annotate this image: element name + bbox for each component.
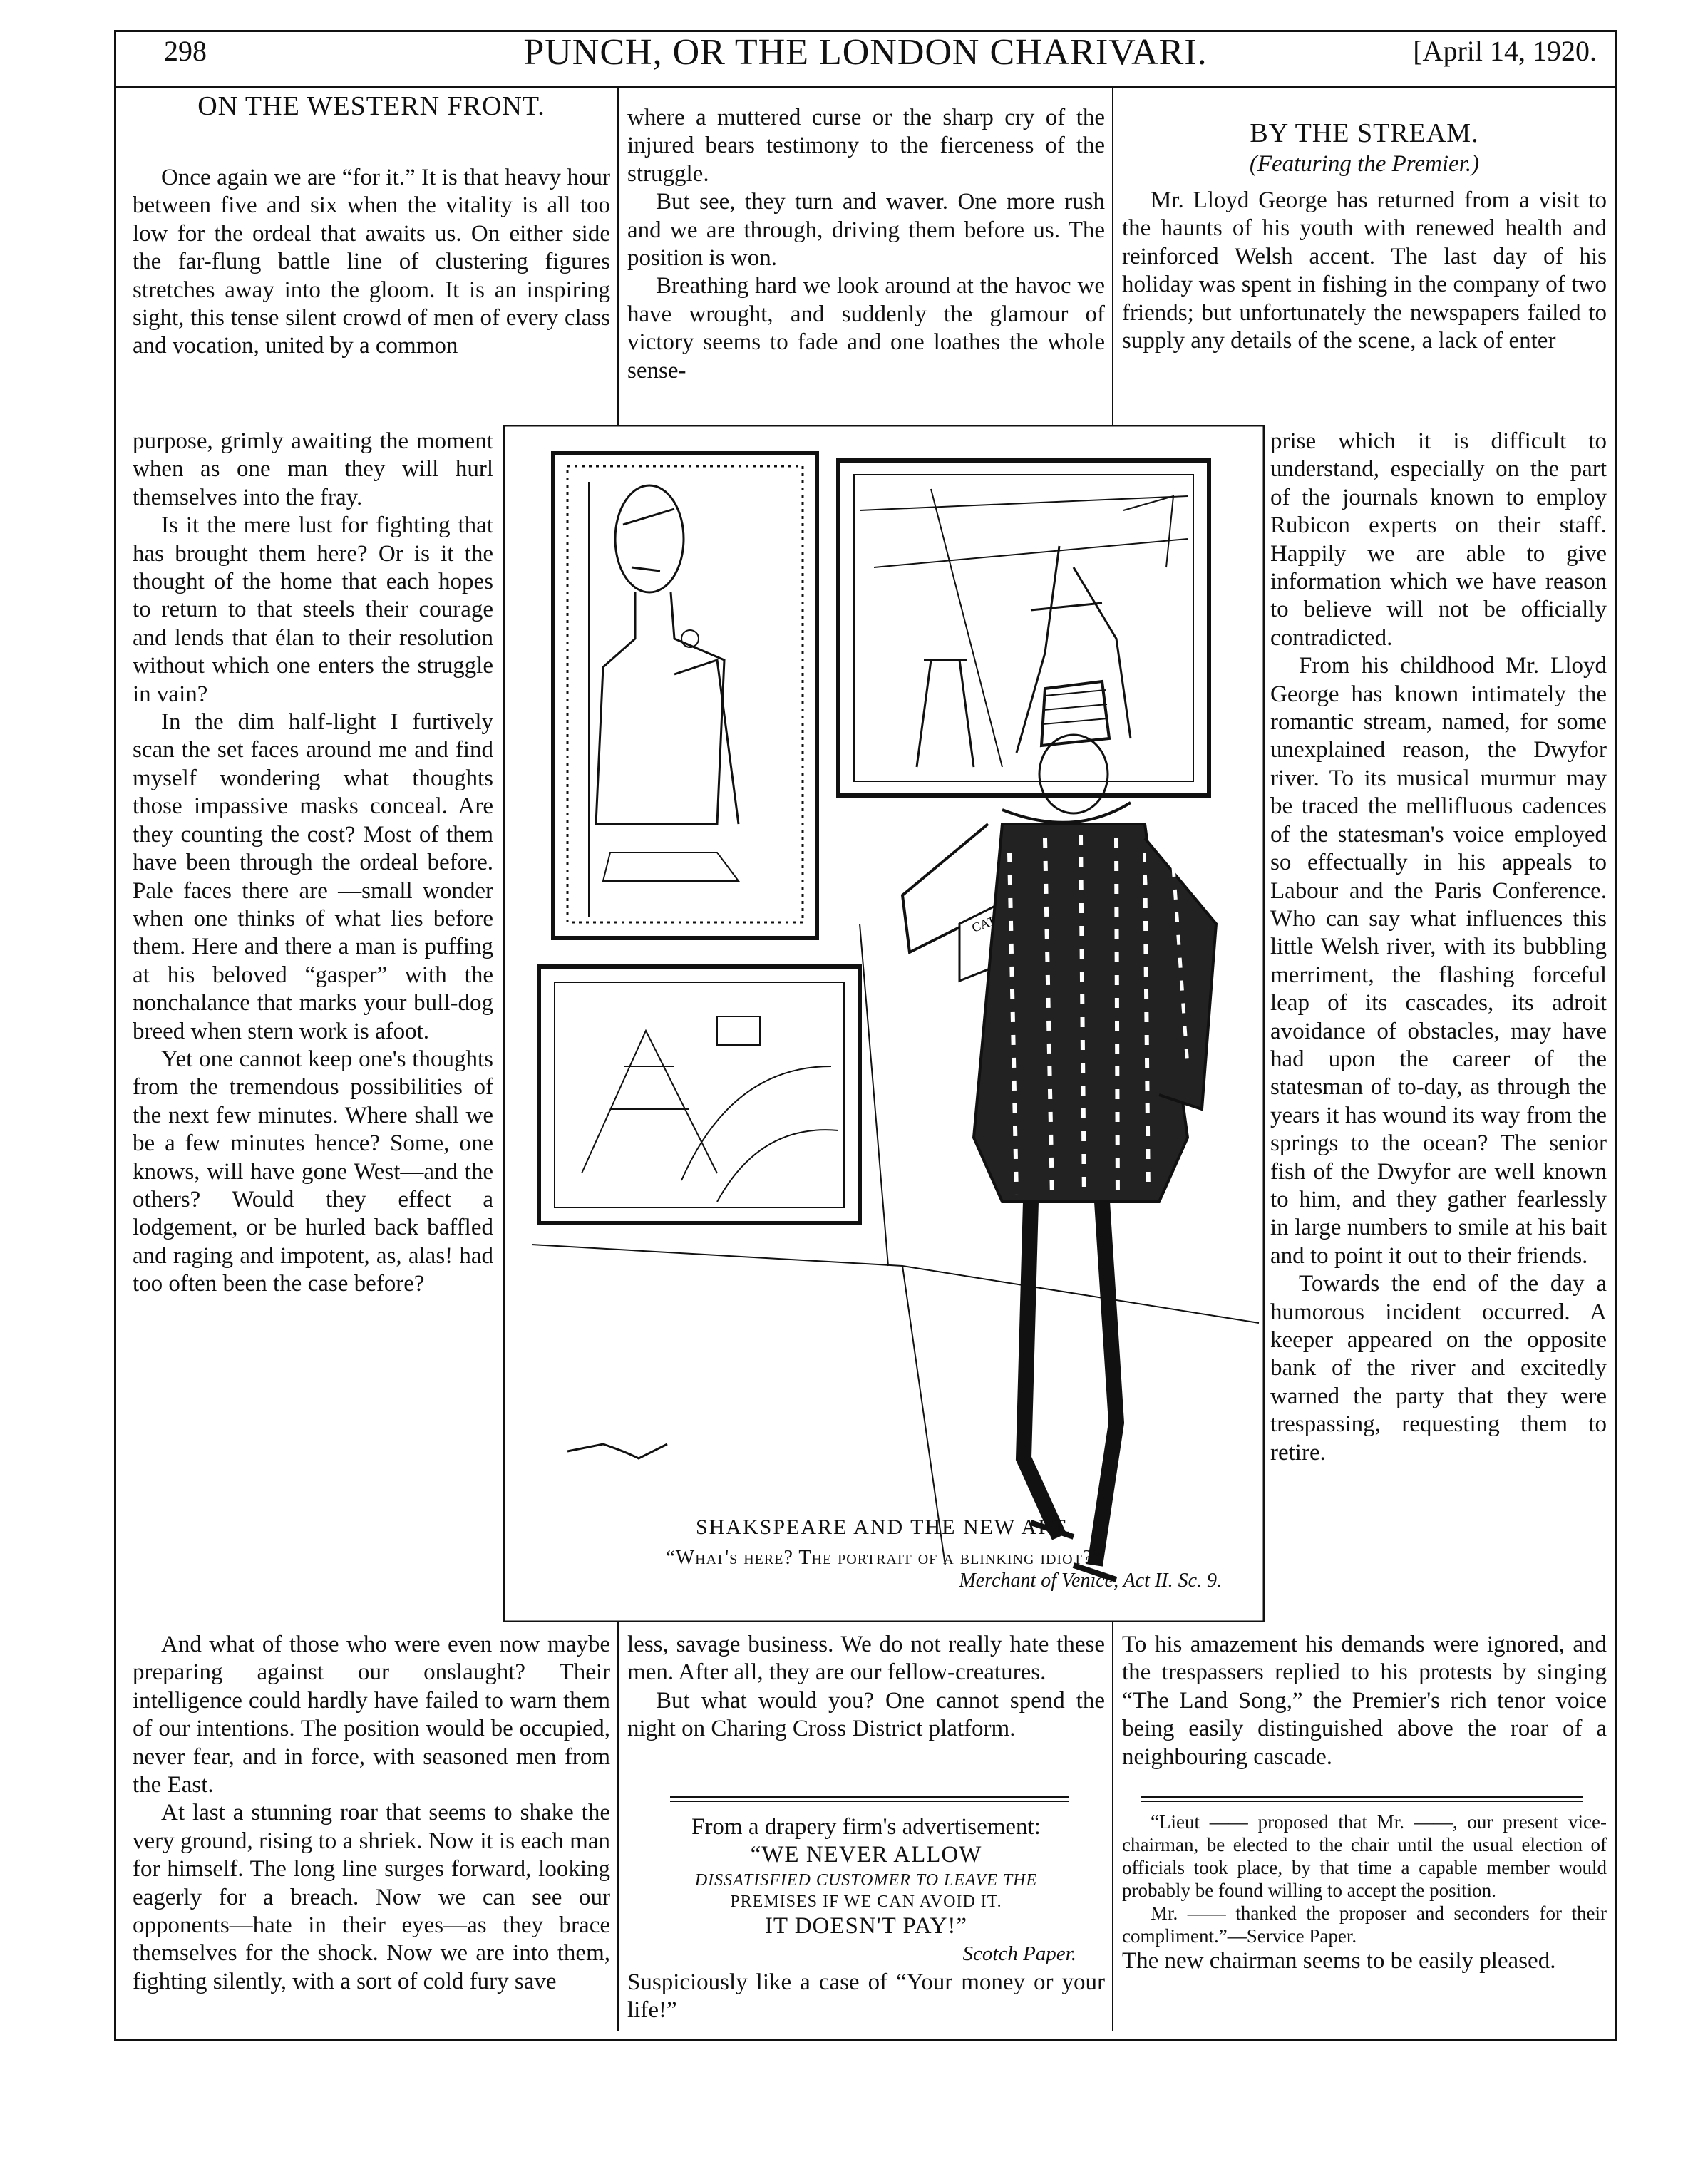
column-rule [1112,1622,1113,2031]
issue-date: [April 14, 1920. [1413,35,1597,67]
paragraph: But see, they turn and waver. One more rush and we are through, driving them before us. The position is won. [627,189,1105,272]
drapery-item [627,1813,1105,2024]
by-the-stream-narrow [1270,428,1607,1629]
drapery-line: “WE NEVER ALLOW [750,1842,982,1868]
drapery-source: Scotch Paper. [962,1942,1076,1966]
by-the-stream-top [1122,187,1607,425]
page-header [114,30,1617,84]
paragraph: To his amazement his demands were ignored, and the trespassers replied to his protests by singing “The Land Song,” the Premier's rich tenor voice being easily distinguished above the roar of a neighbouring cascade. [1122,1632,1607,1770]
paragraph: In the dim half-light I furtively scan the set faces around me and find myself wondering what thoughts those impassive masks conceal. Are they counting the cost? Most of them have been through the ordeal before. Pale faces there are —small wonder when one thinks of what lies before them. Here and there a man is puffing at his beloved “gasper” with the nonchalance that marks your bull-dog breed when stern work is afoot. [133,709,493,1044]
lieut-item [1122,1810,1607,1975]
page-number: 298 [164,35,207,67]
column-rule [617,1622,619,2031]
section-divider [1141,1796,1583,1798]
cartoon-source: Merchant of Venice, Act II. Sc. 9. [959,1570,1222,1592]
paragraph: Yet one cannot keep one's thoughts from the tremendous possibilities of the next few minutes. Where shall we be a few minutes hence? Some, one knows, will have gone West—and the others? Would they effect a lodgement, or be hurled back baffled and raging and impotent, as, alas! had too often been the case before? [133,1046,493,1297]
drapery-line: PREMISES IF WE CAN AVOID IT. [730,1892,1002,1911]
western-front-col1-top [133,88,610,123]
drapery-intro: From a drapery firm's advertisement: [691,1814,1041,1840]
cartoon-drawing [503,425,1265,1622]
article-title: BY THE STREAM. [1250,118,1479,148]
cartoon-title: SHAKSPEARE AND THE NEW ART. [695,1515,1073,1539]
drapery-comment: Suspiciously like a case of “Your money or your life!” [627,1969,1105,2024]
paragraph: Breathing hard we look around at the havoc we have wrought, and suddenly the glamour of victory seems to fade and one loathes the whole sense- [627,273,1105,383]
paragraph: less, savage business. We do not really hate these men. After all, they are our fellow-creatures. [627,1632,1105,1686]
article-title: ON THE WESTERN FRONT. [197,91,545,121]
by-the-stream-bottom [1122,1631,1607,1789]
cartoon-caption [503,1515,1265,1592]
drapery-line: DISSATISFIED CUSTOMER TO LEAVE THE [694,1870,1038,1890]
section-divider [670,1796,1069,1798]
paragraph: Is it the mere lust for fighting that has brought them here? Or is it the thought of the home that each hopes to return to that steels their courage and lends that élan to their resolution without which one enters the struggle in vain? [133,512,493,707]
paragraph: Once again we are “for it.” It is that heavy hour between five and six when the vitality is all too low for the ordeal that awaits us. On either side the far-flung battle line of clustering figures stretches away into the gloom. It is an inspiring sight, this tense silent crowd of men of every class and vocation, united by a common [133,165,610,359]
section-divider [670,1801,1069,1802]
paragraph: prise which it is difficult to understand, especially on the part of the journals known to employ Rubicon experts on their staff. Happily we are able to give information which we have reason to believe will not be officially contradicted. [1270,428,1607,651]
paragraph: From his childhood Mr. Lloyd George has known intimately the romantic stream, named, for some unexplained reason, the Dwyfor river. To its musical murmur may be traced the mellifluous cadences of the statesman's voice employed so effectually in his appeals to Labour and the Paris Conference. Who can say what influences this little Welsh river, with its bubbling merriment, the flashing forceful leap of its cascades, its adroit avoidance of obstacles, may have had upon the career of the statesman of to-day, as through the years it has wound its way from the springs to the ocean? The senior fish of the Dwyfor are well known to him, and they gather fearlessly in large numbers to smile at his bait and to point it out to their friends. [1270,653,1607,1269]
cartoon-illustration [503,425,1265,1622]
column-rule [617,88,619,428]
paragraph: Mr. Lloyd George has returned from a visit to the haunts of his youth with renewed health and reinforced Welsh accent. The last day of his holiday was spent in fishing in the company of two friends; but unfortunately the newspapers failed to supply any details of the scene, a lack of enter [1122,187,1607,354]
lieut-quote: “Lieut —— proposed that Mr. ——, our present vice-chairman, be elected to the chair until the usual election of officials took place, by that time a capable member would probably be found willing to accept the position. [1122,1811,1607,1901]
cartoon-quote: “What's here? The portrait of a blinking idiot?” [666,1547,1102,1569]
article-subtitle: (Featuring the Premier.) [1249,151,1480,177]
paragraph: And what of those who were even now maybe preparing against our onslaught? Their intelligence could hardly have failed to warn them of our intentions. The position would be occupied, never fear, and in force, with seasoned men from the East. [133,1632,610,1798]
paragraph: At last a stunning roar that seems to shake the very ground, rising to a shriek. Now it is each man for himself. The long line surges forward, looking eagerly for a breach. Now we can see our opponents—hate in their eyes—as they brace themselves for the shock. Now we are into them, fighting silently, with a sort of cold fury save [133,1800,610,1994]
western-front-narrow [133,428,493,1629]
paragraph: But what would you? One cannot spend the night on Charing Cross District platform. [627,1687,1105,1742]
paragraph: purpose, grimly awaiting the moment when as one man they will hurl themselves into the fray. [133,428,493,510]
paragraph: where a muttered curse or the sharp cry of the injured bears testimony to the fierceness of the struggle. [627,105,1105,187]
header-rule [114,86,1617,88]
western-front-bottom [133,1631,610,2031]
lieut-quote: Mr. —— thanked the proposer and seconders for their compliment.”—Service Paper. [1122,1902,1607,1947]
paragraph: Towards the end of the day a humorous incident occurred. A keeper appeared on the opposite bank of the river and excitedly warned the party that they were trespassing, requesting them to retire. [1270,1271,1607,1466]
western-front-col2-top [627,104,1105,425]
column-rule [1112,88,1113,428]
western-front-intro [133,164,610,425]
section-divider [1141,1801,1583,1802]
drapery-line: IT DOESN'T PAY!” [764,1912,968,1939]
western-front-col2-bottom [627,1631,1105,1789]
masthead: PUNCH, OR THE LONDON CHARIVARI. [523,32,1208,73]
by-the-stream-head [1122,88,1607,180]
lieut-comment: The new chairman seems to be easily pleased. [1122,1948,1556,1974]
